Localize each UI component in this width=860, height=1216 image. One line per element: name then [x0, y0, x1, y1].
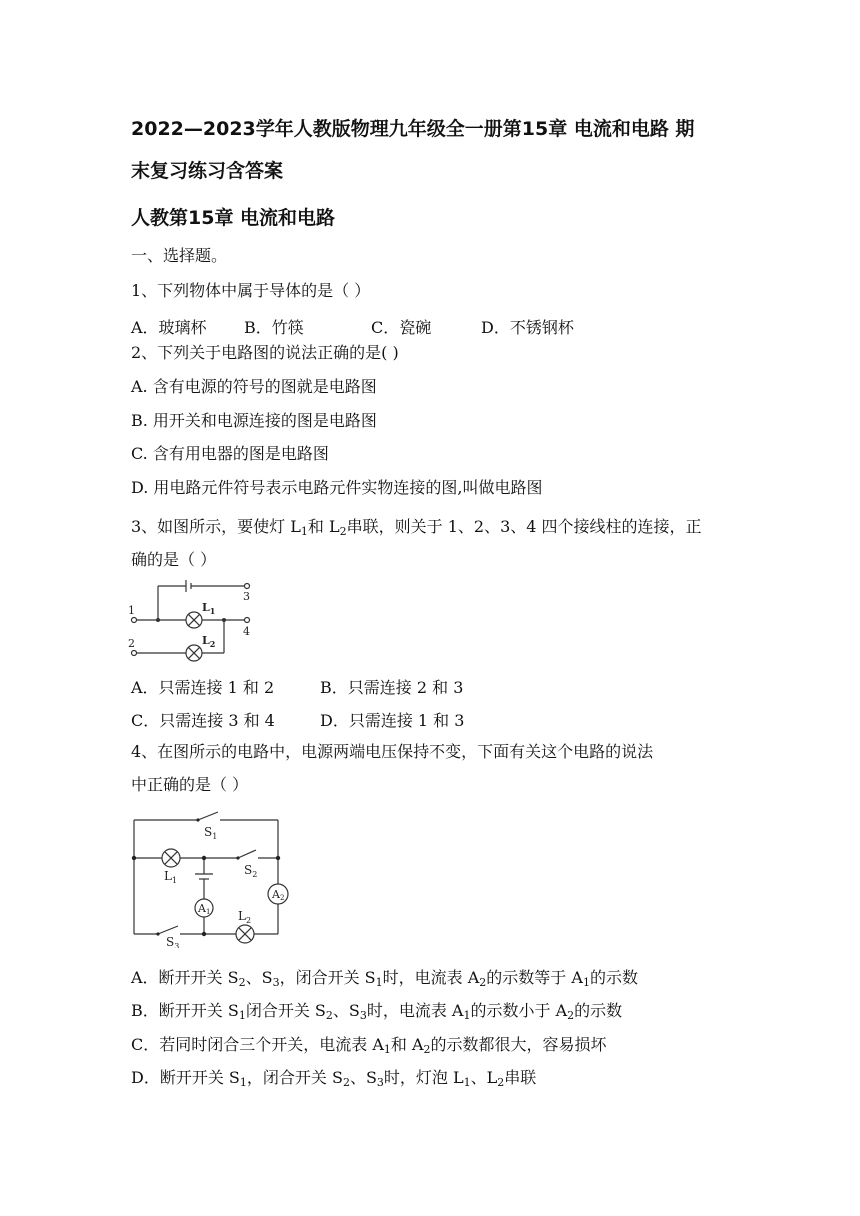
- terminal-3-label: 3: [243, 590, 250, 603]
- switch-s1-label: $S_1$: [204, 825, 218, 841]
- chapter-subtitle: 人教第15章 电流和电路: [131, 207, 336, 229]
- question-2-option-c: C. 含有用电器的图是电路图: [131, 444, 329, 463]
- question-4-stem-line-1: 4、在图所示的电路中，电源两端电压保持不变，下面有关这个电路的说法: [131, 742, 654, 761]
- question-3-option-b: B．只需连接 2 和 3: [320, 678, 464, 697]
- terminal-1-label: 1: [128, 604, 135, 617]
- document-title-line-2: 末复习练习含答案: [131, 160, 284, 182]
- question-3-stem-line-2: 确的是（ ）: [131, 550, 217, 569]
- lamp-l1-label: $L_1$: [202, 601, 216, 616]
- question-3-option-c: C．只需连接 3 和 4: [131, 711, 275, 730]
- question-4-option-c: C．若同时闭合三个开关，电流表 $A_1$和 $A_2$的示数都很大，容易损坏: [131, 1035, 607, 1056]
- section-heading: 一、选择题。: [131, 246, 228, 265]
- question-1-stem: 1、下列物体中属于导体的是（ ）: [131, 281, 371, 300]
- ammeter-a1-label: A1: [198, 902, 211, 916]
- terminal-4: [245, 618, 250, 623]
- lamp-l1-label: $L_1$: [164, 869, 178, 885]
- question-2-option-a: A. 含有电源的符号的图就是电路图: [131, 377, 377, 396]
- question-3-stem-line-1: 3、如图所示，要使灯 $L_1$和 $L_2$串联，则关于 1、2、3、4 四个接线柱的连接，正: [131, 517, 702, 538]
- terminal-2-label: 2: [128, 637, 135, 650]
- question-4-option-b: B．断开开关 $S_1$闭合开关 $S_2$、$S_3$时，电流表 $A_1$的示数小于 $A_2$的示数: [131, 1001, 623, 1022]
- question-4-stem-line-2: 中正确的是（ ）: [131, 775, 249, 794]
- question-4-option-a: A．断开开关 $S_2$、$S_3$，闭合开关 $S_1$时，电流表 $A_2$的示数等于 $A_1$的示数: [131, 968, 638, 989]
- question-3-option-d: D．只需连接 1 和 3: [320, 711, 465, 730]
- question-2-option-b: B. 用开关和电源连接的图是电路图: [131, 411, 377, 430]
- document-title-line-1: 2022—2023学年人教版物理九年级全一册第15章 电流和电路 期: [131, 118, 695, 140]
- question-1-option-c: C．瓷碗: [371, 318, 432, 337]
- lamp-l2-label: $L_2$: [238, 909, 252, 925]
- question-1-option-b: B．竹筷: [244, 318, 304, 337]
- terminal-2: [132, 651, 137, 656]
- question-4-option-d: D．断开开关 $S_1$，闭合开关 $S_2$、$S_3$时，灯泡 $L_1$、$L_2$串联: [131, 1068, 537, 1089]
- question-1-option-a: A．玻璃杯: [131, 318, 207, 337]
- question-3-circuit-diagram: [126, 578, 258, 664]
- switch-s3-label: $S_3$: [166, 935, 180, 948]
- terminal-3: [245, 584, 250, 589]
- question-2-stem: 2、下列关于电路图的说法正确的是( ): [131, 343, 399, 362]
- question-1-option-d: D．不锈钢杯: [481, 318, 574, 337]
- lamp-l2-label: $L_2$: [202, 634, 216, 649]
- question-2-option-d: D. 用电路元件符号表示电路元件实物连接的图,叫做电路图: [131, 478, 543, 497]
- terminal-1: [132, 618, 137, 623]
- terminal-4-label: 4: [243, 625, 250, 638]
- question-4-circuit-diagram: [128, 808, 298, 948]
- switch-s2-label: $S_2$: [244, 863, 258, 879]
- ammeter-a2-label: A2: [272, 888, 285, 902]
- question-3-option-a: A．只需连接 1 和 2: [131, 678, 275, 697]
